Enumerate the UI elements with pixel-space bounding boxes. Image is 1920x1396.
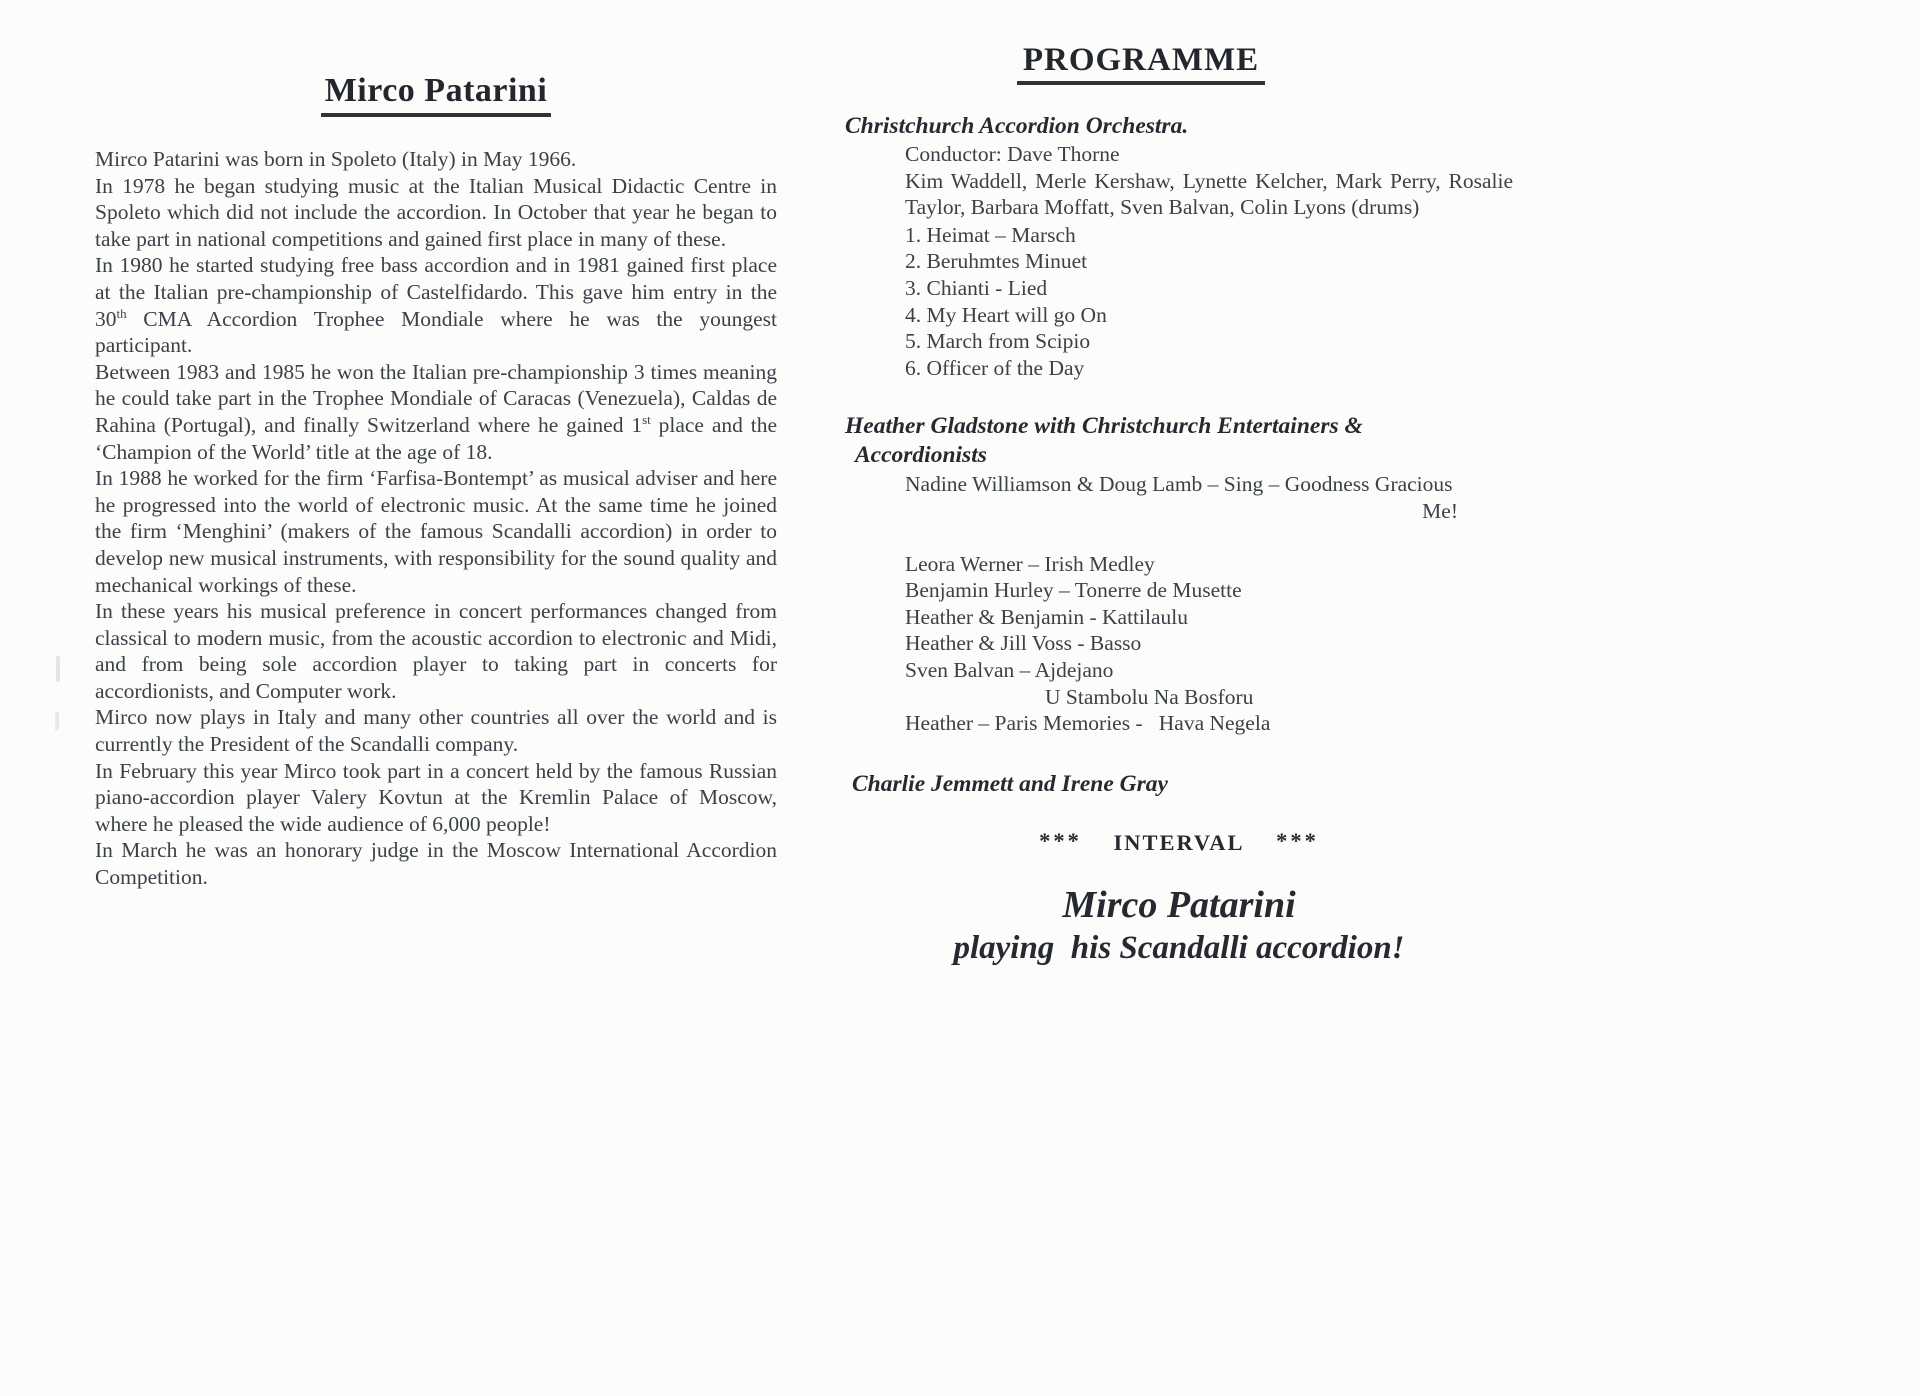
finale-performer: Mirco Patarini: [1062, 883, 1296, 926]
bio-paragraph: In 1988 he worked for the firm ‘Farfisa-Bontempt’ as musical adviser and here he progressed into the world of electronic music. At the same time he joined the firm ‘Menghini’ (makers of the famous Scandalli accordion) in order to develop new musical instruments, with responsibility for the sound quality and mechanical workings of these.: [95, 466, 777, 597]
finale-section: [845, 882, 1513, 968]
biography-title-wrap: [95, 72, 777, 117]
entertainer-item: Leora Werner – Irish Medley: [905, 551, 1155, 576]
bio-paragraph: Between 1983 and 1985 he won the Italian pre-championship 3 times meaning he could take part in the Trophee Mondiale of Caracas (Venezuela), Caldas de Rahina (Portugal), and finally Switzerland where he gained 1st place and the ‘Champion of the World’ title at the age of 18.: [95, 359, 777, 464]
bio-paragraph: Mirco Patarini was born in Spoleto (Italy) in May 1966.: [95, 147, 577, 171]
duo-heading: Charlie Jemmett and Irene Gray: [852, 770, 1168, 797]
finale-subtitle: playing his Scandalli accordion!: [953, 929, 1405, 966]
bio-paragraph: In March he was an honorary judge in the Moscow International Accordion Competition.: [95, 838, 777, 890]
entertainers-heading-line1: Heather Gladstone with Christchurch Entertainers &: [845, 413, 1363, 440]
entertainer-item: U Stambolu Na Bosforu: [1045, 684, 1254, 709]
orchestra-pieces: [905, 222, 1513, 382]
blank-line: [905, 525, 1513, 551]
bio-paragraph: In 1978 he began studying music at the Italian Musical Didactic Centre in Spoleto which did not include the accordion. In October that year he began to take part in national competitions and gained first place in many of these.: [95, 173, 777, 251]
entertainers-items: [905, 471, 1513, 736]
bio-paragraph: Mirco now plays in Italy and many other countries all over the world and is currently the President of the Scandalli company.: [95, 705, 777, 757]
orchestra-section: [845, 112, 1513, 381]
piece-item: 1. Heimat – Marsch: [905, 222, 1076, 247]
entertainer-item: Heather & Benjamin - Kattilaulu: [905, 604, 1188, 629]
bio-paragraphs: [95, 146, 777, 891]
scan-speck: [56, 656, 60, 682]
entertainer-item: Nadine Williamson & Doug Lamb – Sing – Goodness Gracious: [905, 472, 1453, 497]
piece-item: 6. Officer of the Day: [905, 355, 1085, 380]
piece-item: 2. Beruhmtes Minuet: [905, 249, 1088, 274]
interval-stars-right: ***: [1276, 827, 1319, 853]
interval-line: [845, 827, 1513, 856]
piece-item: 3. Chianti - Lied: [905, 275, 1048, 300]
bio-paragraph: In these years his musical preference in concert performances changed from classical to modern music, from the acoustic accordion to electronic and Midi, and from being sole accordion player to taking part in concerts for accordionists, and Computer work.: [95, 599, 777, 703]
entertainers-heading-line2: Accordionists: [855, 442, 987, 469]
piece-item: 4. My Heart will go On: [905, 302, 1107, 327]
conductor-line: Conductor: Dave Thorne: [905, 142, 1120, 166]
scan-speck: [55, 712, 59, 730]
entertainer-item: Heather & Jill Voss - Basso: [905, 631, 1142, 656]
programme-title: PROGRAMME: [1017, 42, 1265, 85]
biography-page: [95, 0, 777, 891]
entertainer-item: Benjamin Hurley – Tonerre de Musette: [905, 578, 1242, 603]
entertainer-item: Sven Balvan – Ajdejano: [905, 657, 1114, 682]
entertainer-item: Me!: [1422, 498, 1458, 523]
bio-paragraph: In February this year Mirco took part in a concert held by the famous Russian piano-accordion player Valery Kovtun at the Kremlin Palace of Moscow, where he pleased the wide audience of 6,000 people!: [95, 758, 777, 836]
orchestra-heading: Christchurch Accordion Orchestra.: [845, 113, 1189, 139]
interval-stars-left: ***: [1039, 827, 1082, 853]
bio-paragraph: In 1980 he started studying free bass accordion and in 1981 gained first place at the Italian pre-championship of Castelfidardo. This gave him entry in the 30th CMA Accordion Trophee Mondiale where he was the youngest participant.: [95, 253, 777, 358]
programme-page: [845, 0, 1513, 968]
biography-title: Mirco Patarini: [321, 72, 552, 117]
interval-label: INTERVAL: [1113, 829, 1245, 855]
entertainers-section: [845, 412, 1513, 736]
orchestra-members: Kim Waddell, Merle Kershaw, Lynette Kelcher, Mark Perry, Rosalie Taylor, Barbara Moffatt, Sven Balvan, Colin Lyons (drums): [905, 168, 1513, 220]
piece-item: 5. March from Scipio: [905, 329, 1091, 354]
entertainer-item: Heather – Paris Memories - Hava Negela: [905, 711, 1271, 736]
programme-title-wrap: [845, 42, 1437, 85]
